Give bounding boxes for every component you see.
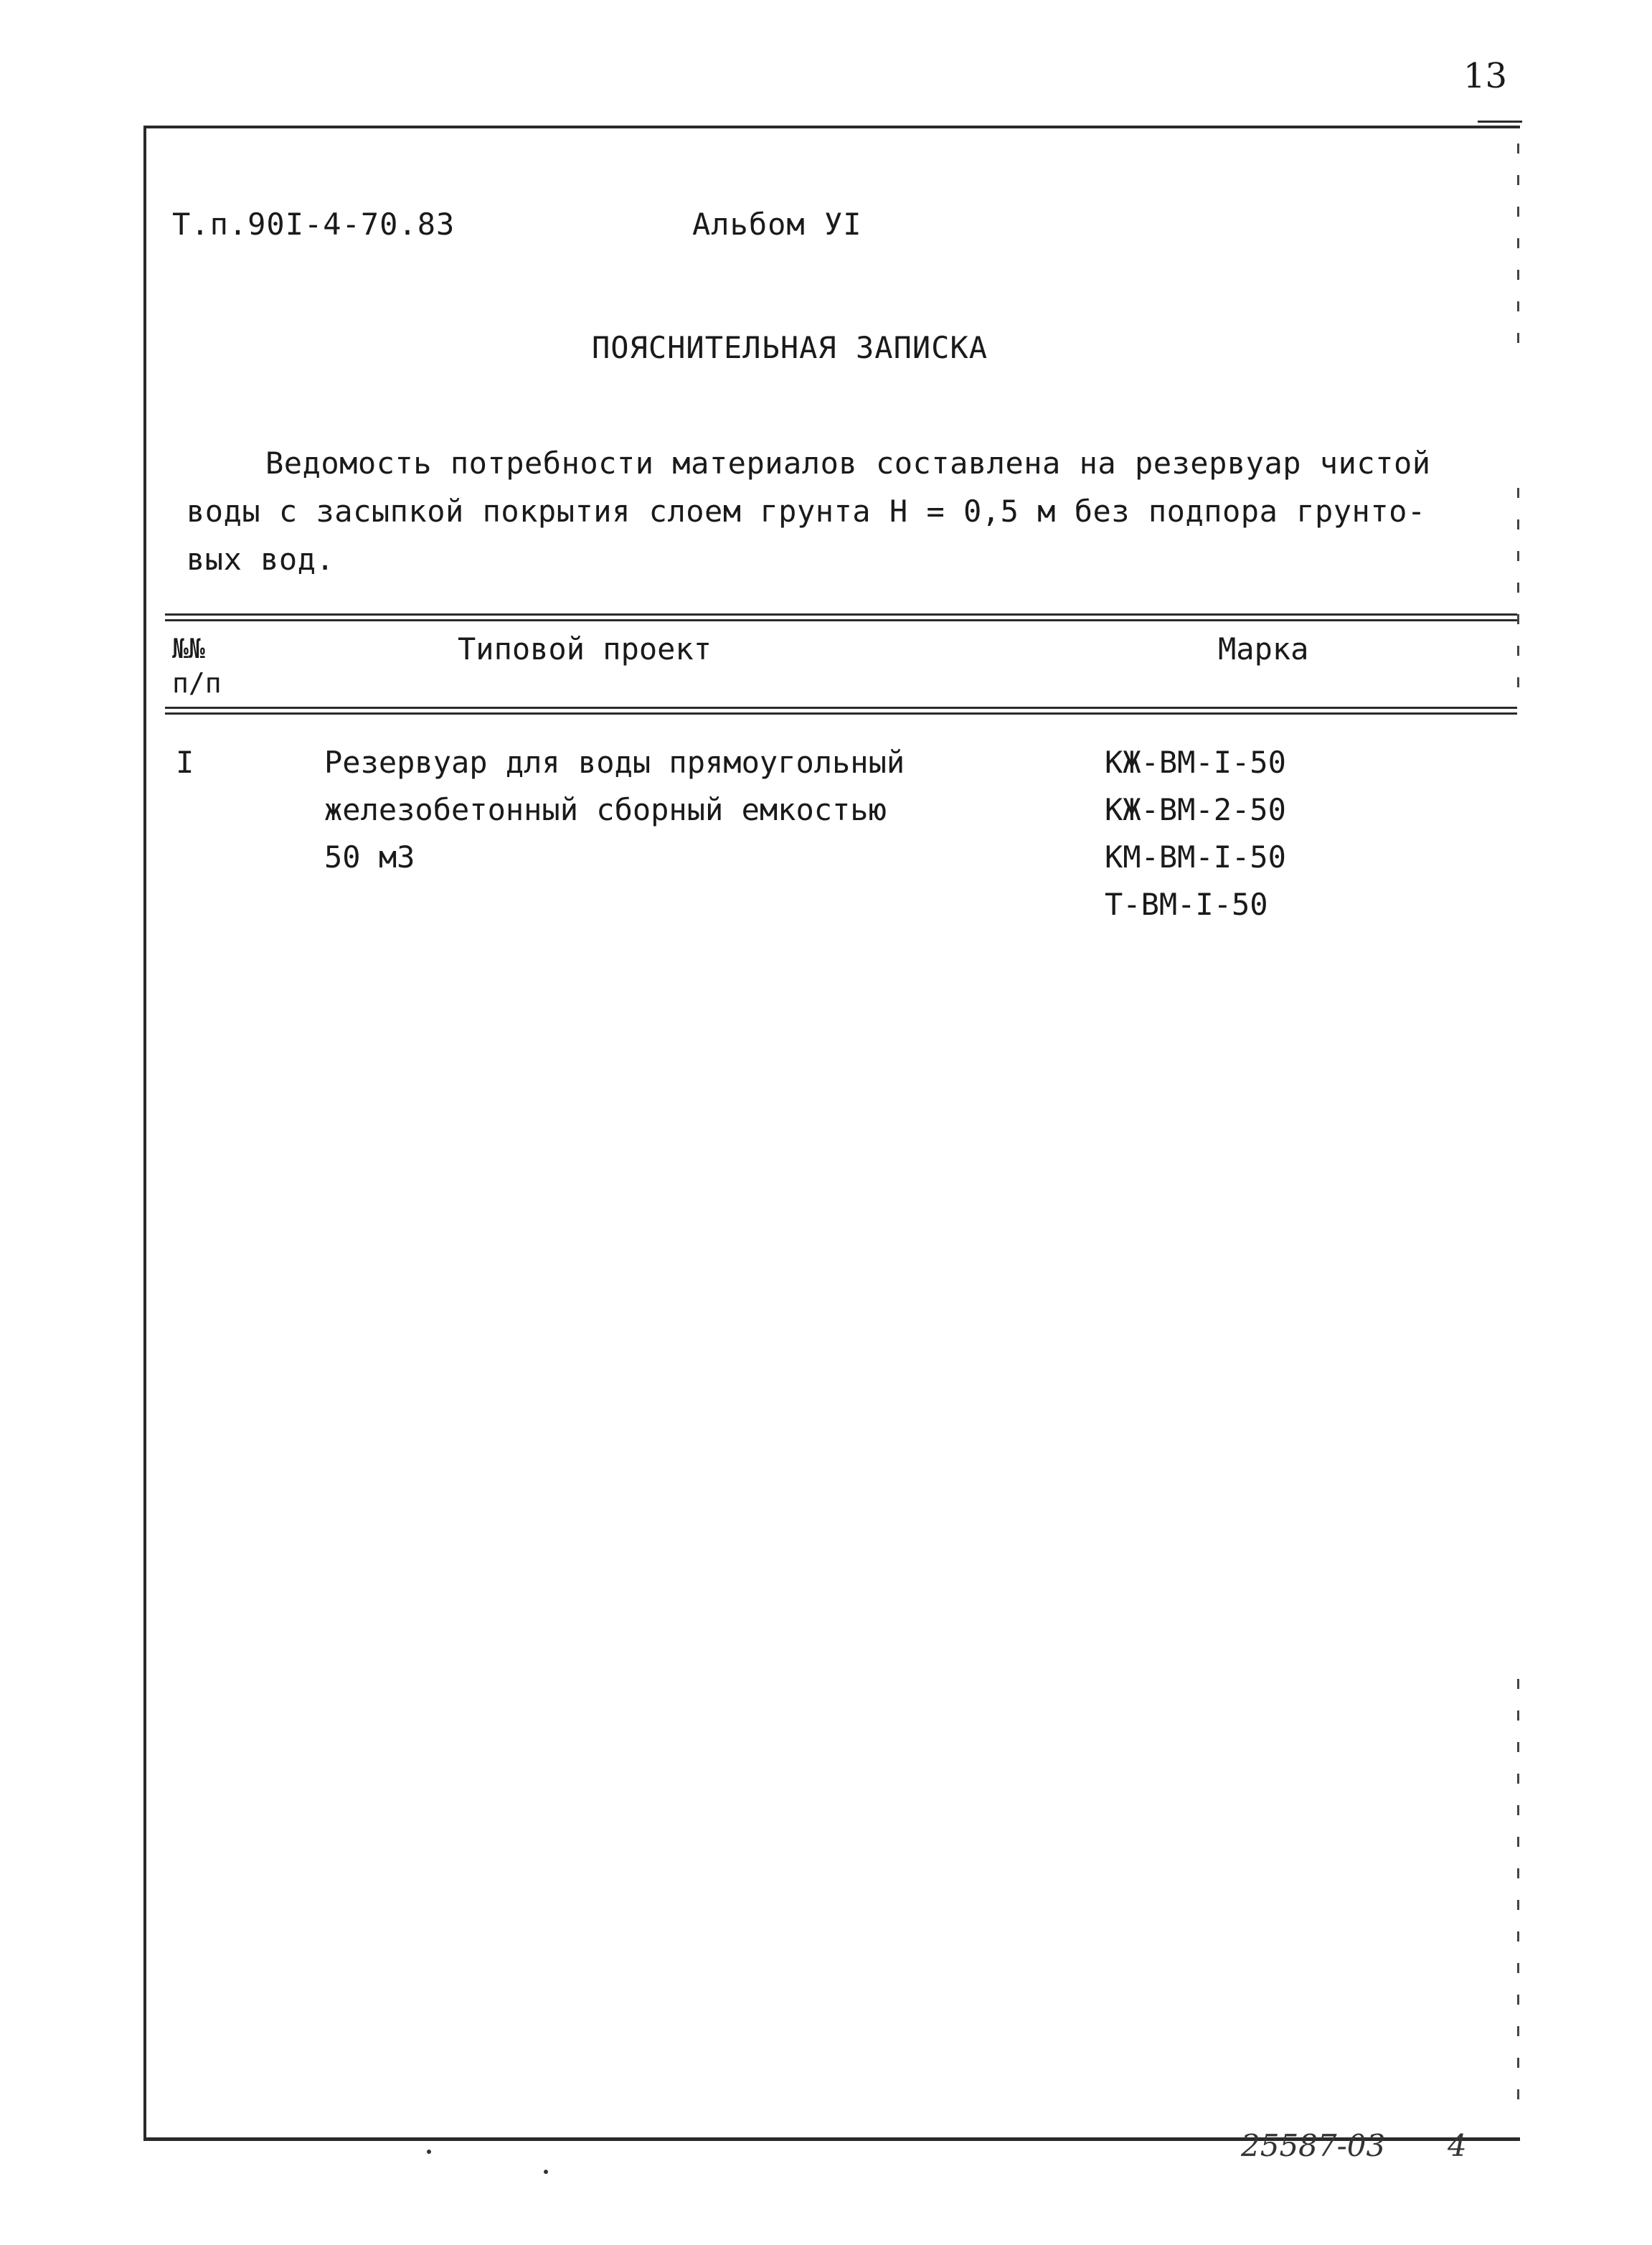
album-label: Альбом УI	[692, 207, 862, 242]
document-code: Т.п.90I-4-70.83	[172, 207, 456, 242]
column-header-number-line2: п/п	[172, 667, 222, 699]
project-line: железобетонный сборный емкостью	[324, 792, 887, 827]
intro-line: Ведомость потребности материалов составлена на резервуар чистой	[265, 446, 1431, 481]
row-marks	[1105, 739, 1286, 928]
project-line: Резервуар для воды прямоугольный	[324, 745, 905, 780]
intro-line: воды с засыпкой покрытия слоем грунта Н = 0,5 м без подпора грунто-	[187, 494, 1426, 529]
inventory-code: 25587-03	[1241, 2128, 1386, 2163]
column-header-number	[172, 631, 222, 700]
scan-speck	[544, 2170, 548, 2174]
row-number: I	[176, 745, 194, 780]
scan-edge-marks	[1517, 1679, 1519, 2109]
page-frame	[143, 126, 1520, 2141]
intro-paragraph	[187, 439, 1528, 583]
column-header-mark: Марка	[1218, 631, 1309, 667]
table-top-rule	[165, 613, 1517, 621]
column-header-number-line1: №№	[172, 633, 205, 664]
inventory-number	[1241, 2128, 1467, 2163]
mark-item: КМ-ВМ-I-50	[1105, 839, 1286, 875]
column-header-project: Типовой проект	[458, 631, 712, 667]
mark-item: Т-ВМ-I-50	[1105, 887, 1268, 922]
row-project	[324, 739, 905, 881]
page-title: ПОЯСНИТЕЛЬНАЯ ЗАПИСКА	[592, 330, 988, 365]
frame-tail	[1478, 121, 1522, 123]
table-header-rule	[165, 707, 1517, 715]
scan-speck	[427, 2150, 431, 2154]
scan-edge-marks	[1517, 488, 1519, 703]
mark-item: КЖ-ВМ-I-50	[1105, 745, 1286, 780]
scan-edge-marks	[1517, 143, 1519, 344]
page-number: 13	[1463, 56, 1508, 96]
sheet-number: 4	[1447, 2128, 1467, 2163]
project-line: 50 м3	[324, 839, 415, 875]
mark-item: КЖ-ВМ-2-50	[1105, 792, 1286, 827]
intro-line: вых вод.	[187, 542, 335, 577]
